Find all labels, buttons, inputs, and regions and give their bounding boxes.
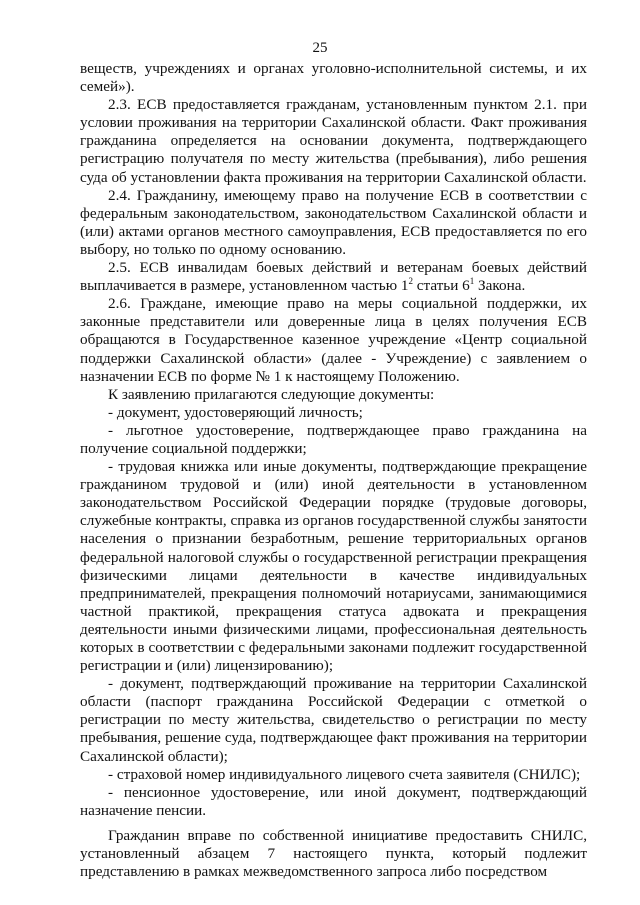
superscript-article: 1 [469,276,475,287]
paragraph-2-5 [80,259,587,295]
paragraph-snils-initiative: Гражданин вправе по собственной инициативе предоставить СНИЛС, установленный абзацем 7 настоящего пункта, который подлежит представлению в рамках межведомственного запроса либо посредством [80,826,587,881]
paragraph-2-5-text: 2.5. ЕСВ инвалидам боевых действий и ветеранам боевых действий выплачивается в размере, установленном частью 1 [80,259,587,295]
list-item-snils: - страховой номер индивидуального лицевого счета заявителя (СНИЛС); [108,765,581,783]
page-number: 25 [312,40,328,56]
list-item-identity-document: - документ, удостоверяющий личность; [108,403,363,421]
paragraph-2-3: 2.3. ЕСВ предоставляется гражданам, установленным пунктом 2.1. при условии проживания на территории Сахалинской области. Факт проживания гражданина определяется на основании документа, подтверждающего регистрацию получателя по месту жительства (пребывания), либо решения суда об установлении факта проживания на территории Сахалинской области. [80,96,587,186]
list-item-employment-record: - трудовая книжка или иные документы, подтверждающие прекращение гражданином трудовой и (или) иной деятельности в установленном законодательством Российской Федерации порядке (трудовые договоры, служебные контракты, справка из органов государственной службы занятости населения о признании безработным, решение территориальных органов федеральной налоговой службы о государственной регистрации прекращения физическими лицами деятельности в качестве индивидуальных предпринимателей, прекращения полномочий нотариусами, занимающимися частной практикой, прекращения статуса адвоката и прекращения деятельности иными физическими лицами, профессиональная деятельность которых в соответствии с федеральными законами подлежит государственной регистрации и (или) лицензированию); [80,458,587,675]
superscript-part: 2 [408,276,413,287]
list-item-benefit-certificate: - льготное удостоверение, подтверждающее право гражданина на получение социальной поддержки; [80,421,587,457]
list-item-pension-certificate: - пенсионное удостоверение, или иной документ, подтверждающий назначение пенсии. [80,783,587,819]
documents-intro: К заявлению прилагаются следующие документы: [108,385,435,403]
paragraph-continuation: веществ, учреждениях и органах уголовно-исполнительной системы, и их семей»). [80,60,587,96]
paragraph-2-5-end: Закона. [474,277,526,295]
document-body [80,60,587,881]
paragraph-2-6: 2.6. Граждане, имеющие право на меры социальной поддержки, их законные представители или доверенные лица в целях получения ЕСВ обращаются в Государственное казенное учреждение «Центр социальной поддержки Сахалинской области» (далее - Учреждение) с заявлением о назначении ЕСВ по форме № 1 к настоящему Положению. [80,295,587,385]
list-item-residence-document: - документ, подтверждающий проживание на территории Сахалинской области (паспорт гражданина Российской Федерации с отметкой о регистрации по месту жительства, свидетельство о регистрации по месту пребывания, решение суда, подтверждающее факт проживания на территории Сахалинской области); [80,675,587,765]
paragraph-2-5-article: статьи 6 [412,277,470,295]
paragraph-2-4: 2.4. Гражданину, имеющему право на получение ЕСВ в соответствии с федеральным законодательством, законодательством Сахалинской области и (или) актами органов местного самоуправления, ЕСВ предоставляется по его выбору, но только по одному основанию. [80,186,587,258]
